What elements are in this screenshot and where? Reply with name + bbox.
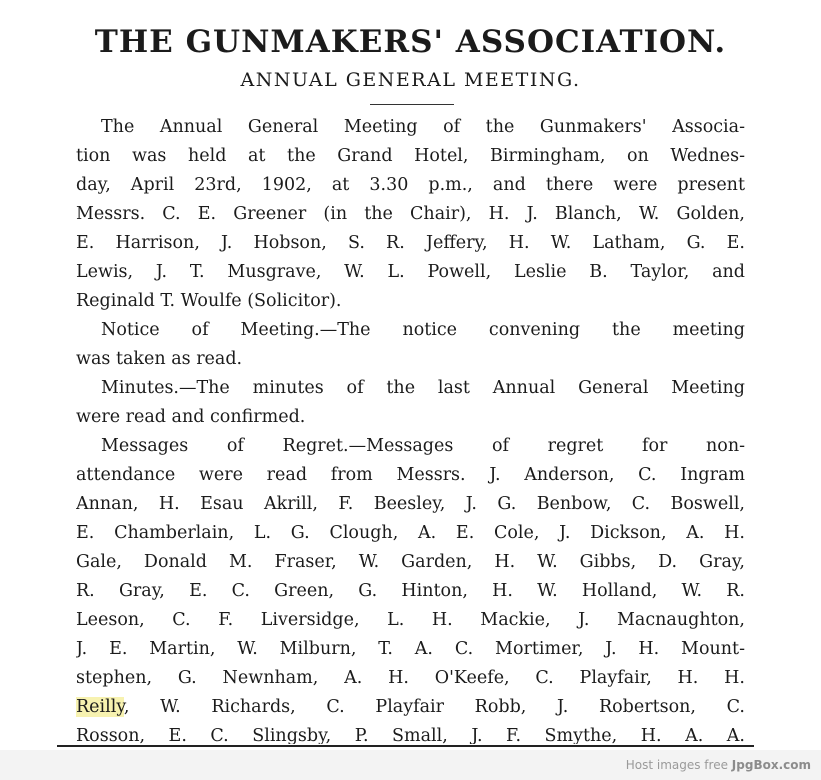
body-line: Minutes.—The minutes of the last Annual General Meeting [101, 378, 745, 398]
title-divider [370, 104, 454, 105]
host-footer [0, 750, 821, 780]
body-line: day, April 23rd, 1902, at 3.30 p.m., and there were present [76, 175, 745, 195]
body-line: Messages of Regret.—Messages of regret for non- [101, 436, 745, 456]
article-body [76, 113, 745, 744]
body-line-remainder: , W. Richards, C. Playfair Robb, J. Robertson, C. [123, 697, 745, 717]
footer-prefix: Host images free [625, 758, 728, 772]
article-subtitle: ANNUAL GENERAL MEETING. [240, 69, 581, 91]
body-line: Reginald T. Woulfe (Solicitor). [76, 291, 342, 311]
footer-brand-link[interactable]: JpgBox.com [731, 758, 811, 772]
body-line: The Annual General Meeting of the Gunmakers' Associa- [101, 117, 745, 137]
body-line: Gale, Donald M. Fraser, W. Garden, H. W. Gibbs, D. Gray, [76, 552, 745, 572]
body-line: R. Gray, E. C. Green, G. Hinton, H. W. Holland, W. R. [76, 581, 745, 601]
body-line-highlighted [76, 693, 745, 722]
body-line: attendance were read from Messrs. J. Anderson, C. Ingram [76, 465, 745, 485]
body-line: J. E. Martin, W. Milburn, T. A. C. Mortimer, J. H. Mount- [76, 639, 745, 659]
highlighted-name: Reilly [76, 697, 124, 717]
page-bottom-rule [57, 745, 754, 747]
body-line: was taken as read. [76, 349, 243, 369]
body-line: E. Chamberlain, L. G. Clough, A. E. Cole, J. Dickson, A. H. [76, 523, 745, 543]
body-line: Lewis, J. T. Musgrave, W. L. Powell, Leslie B. Taylor, and [76, 262, 745, 282]
article-title: THE GUNMAKERS' ASSOCIATION. [94, 24, 727, 60]
body-line: were read and confirmed. [76, 407, 306, 427]
body-line: Rosson, E. C. Slingsby, P. Small, J. F. Smythe, H. A. A. [76, 726, 745, 744]
body-line: tion was held at the Grand Hotel, Birmingham, on Wednes- [76, 146, 745, 166]
body-line: Annan, H. Esau Akrill, F. Beesley, J. G. Benbow, C. Boswell, [76, 494, 745, 514]
body-line: Leeson, C. F. Liversidge, L. H. Mackie, J. Macnaughton, [76, 610, 745, 630]
body-line: Notice of Meeting.—The notice convening the meeting [101, 320, 745, 340]
body-line: E. Harrison, J. Hobson, S. R. Jeffery, H. W. Latham, G. E. [76, 233, 745, 253]
body-line: Messrs. C. E. Greener (in the Chair), H. J. Blanch, W. Golden, [76, 204, 745, 224]
body-line: stephen, G. Newnham, A. H. O'Keefe, C. Playfair, H. H. [76, 668, 745, 688]
footer-credit[interactable] [626, 758, 811, 772]
